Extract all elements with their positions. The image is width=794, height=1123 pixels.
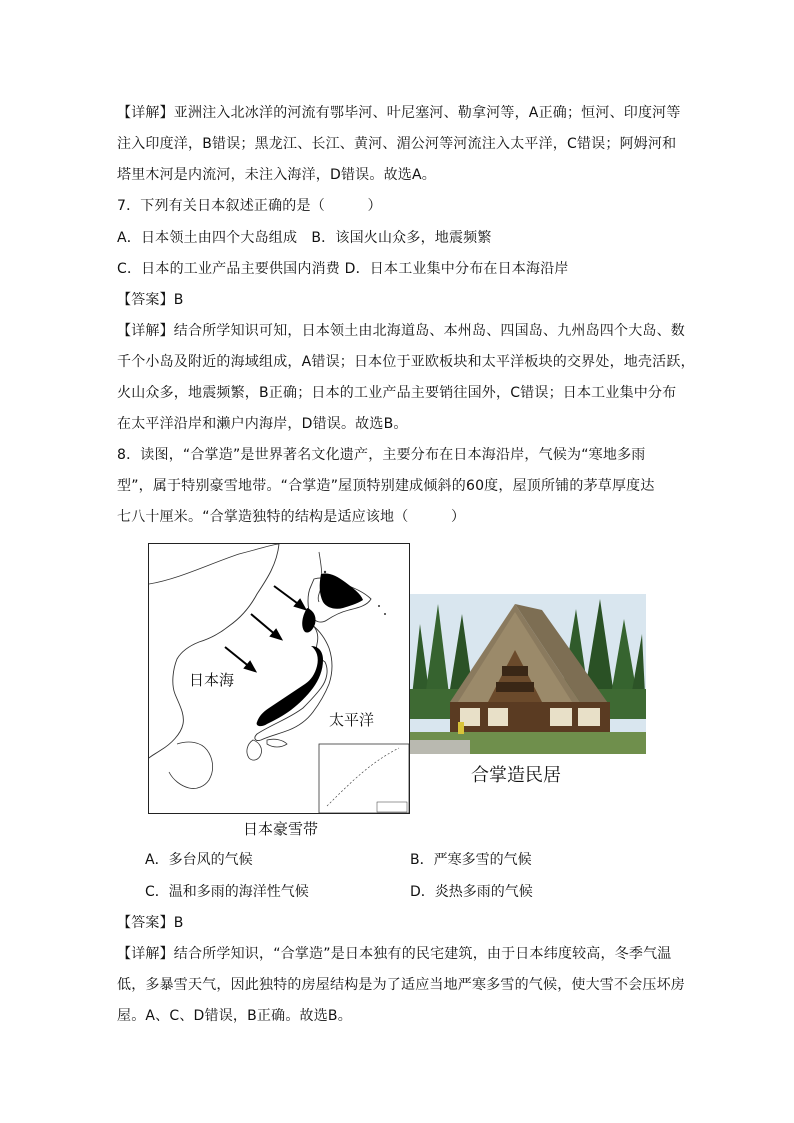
q8-option-c: C．温和多雨的海洋性气候 (145, 884, 309, 900)
q6-detail-line-1: 【详解】亚洲注入北冰洋的河流有鄂毕河、叶尼塞河、勒拿河等，A正确；恒河、印度河等 (117, 105, 681, 121)
map-label-sea-of-japan: 日本海 (189, 671, 235, 689)
q7-detail-line-3: 火山众多，地震频繁，B正确；日本的工业产品主要销往国外，C错误；日本工业集中分布 (117, 385, 677, 401)
q8-detail-line-1: 【详解】结合所学知识，“合掌造”是日本独有的民宅建筑，由于日本纬度较高，冬季气温 (117, 946, 672, 962)
q7-detail-line-2: 千个小岛及附近的海域组成，A错误；日本位于亚欧板块和太平洋板块的交界处，地壳活跃， (117, 354, 695, 370)
photo-caption: 合掌造民居 (471, 765, 561, 786)
map-caption: 日本豪雪带 (243, 820, 319, 838)
japan-snow-belt-map (148, 543, 410, 814)
q8-option-b: B．严寒多雪的气候 (410, 852, 532, 868)
q7-detail-line-4: 在太平洋沿岸和濑户内海岸，D错误。故选B。 (117, 416, 408, 432)
q6-detail-line-3: 塔里木河是内流河，未注入海洋，D错误。故选A。 (117, 167, 436, 183)
q8-stem-line-3: 七八十厘米。“合掌造独特的结构是适应该地（ ） (117, 509, 466, 525)
q8-detail-line-3: 屋。A、C、D错误，B正确。故选B。 (117, 1008, 352, 1024)
map-label-pacific-ocean: 太平洋 (329, 711, 375, 729)
q7-detail-line-1: 【详解】结合所学知识可知，日本领土由北海道岛、本州岛、四国岛、九州岛四个大岛、数 (117, 323, 685, 339)
q6-detail-line-2: 注入印度洋，B错误；黑龙江、长江、黄河、湄公河等河流注入太平洋，C错误；阿姆河和 (117, 136, 677, 152)
map-drawing (149, 544, 409, 813)
q7-options-ab: A．日本领土由四个大岛组成 B．该国火山众多，地震频繁 (117, 230, 492, 246)
q8-stem-line-2: 型”，属于特别豪雪地带。“合掌造”屋顶特别建成倾斜的60度，屋顶所铺的茅草厚度达 (117, 478, 655, 494)
q7-options-cd: C．日本的工业产品主要供国内消费 D．日本工业集中分布在日本海沿岸 (117, 261, 569, 277)
q8-option-d: D．炎热多雨的气候 (410, 884, 533, 900)
gassho-house-photo (410, 594, 646, 754)
q8-detail-line-2: 低，多暴雪天气，因此独特的房屋结构是为了适应当地严寒多雪的气候，使大雪不会压坏房 (117, 977, 685, 993)
q8-stem-line-1: 8．读图，“合掌造”是世界著名文化遗产，主要分布在日本海沿岸，气候为“寒地多雨 (117, 447, 646, 463)
gassho-house-illustration (410, 594, 646, 754)
q8-answer: 【答案】B (117, 915, 184, 931)
q7-answer: 【答案】B (117, 292, 184, 308)
q8-option-a: A．多台风的气候 (145, 852, 253, 868)
q7-stem: 7．下列有关日本叙述正确的是（ ） (117, 198, 382, 214)
